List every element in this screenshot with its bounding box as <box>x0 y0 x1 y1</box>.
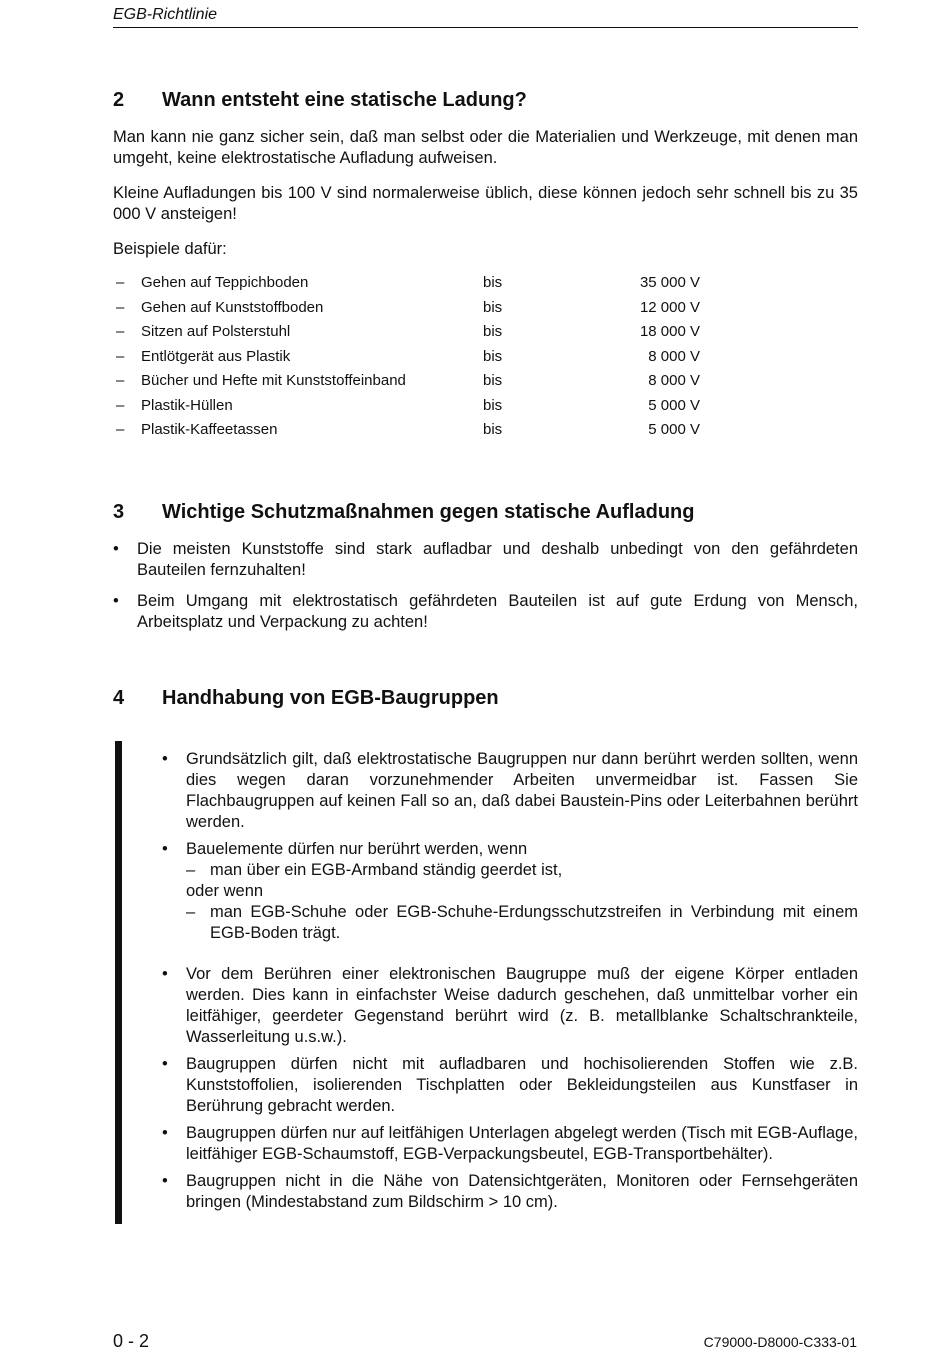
example-bis: bis <box>483 298 503 316</box>
list-item <box>162 1054 858 1117</box>
section-4-title: Handhabung von EGB-Baugruppen <box>162 687 499 709</box>
example-label: Entlötgerät aus Plastik <box>141 347 291 365</box>
example-label: Plastik-Hüllen <box>141 396 233 414</box>
list-item-text: Baugruppen dürfen nicht mit aufladbaren und hochisolierenden Stoffen wie z.B. Kunststoffolien, isolierenden Tischplatten oder Bekleidungsteilen aus Kunstfaser in Berührung gebracht werden. <box>186 1055 858 1115</box>
examples-intro: Beispiele dafür: <box>113 240 227 258</box>
section-2-paragraph-1: Man kann nie ganz sicher sein, daß man selbst oder die Materialien und Werkzeuge, mit denen man umgeht, keine elektrostatische Aufladung aufweisen. <box>113 128 858 167</box>
dash-glyph: – <box>116 323 125 340</box>
dash-glyph: – <box>186 903 196 921</box>
dash-glyph: – <box>116 274 125 291</box>
example-row <box>113 420 713 445</box>
dash-glyph: – <box>116 372 125 389</box>
bullet-icon: • <box>162 1124 168 1142</box>
example-value: 18 000 V <box>639 323 700 340</box>
list-item-text: Beim Umgang mit elektrostatisch gefährdeten Bauteilen ist auf gute Erdung von Mensch, Arbeitsplatz und Verpackung zu achten! <box>137 592 858 631</box>
document-number: C79000-D8000-C333-01 <box>703 1334 857 1350</box>
bullet-icon: • <box>162 750 168 768</box>
section-3-number: 3 <box>113 501 125 523</box>
example-value: 8 000 V <box>648 347 700 365</box>
section-3-bullet-list <box>113 539 858 643</box>
example-value: 8 000 V <box>648 372 700 389</box>
example-label: Gehen auf Kunststoffboden <box>141 298 324 316</box>
list-item <box>162 749 858 833</box>
list-item-text: Grundsätzlich gilt, daß elektrostatische Baugruppen nur dann berührt werden sollten, wenn dies wegen daran vorzunehmender Arbeiten unvermeidbar ist. Fassen Sie Flachbaugruppen auf keinen Fall so an, daß dabei Baustein-Pins oder Leiterbahnen berührt werden. <box>186 750 858 831</box>
change-bar <box>115 741 122 1224</box>
example-bis: bis <box>483 396 503 414</box>
running-header <box>113 5 858 28</box>
bullet-icon: • <box>162 1055 168 1073</box>
bullet-icon: • <box>113 540 119 558</box>
example-label: Sitzen auf Polsterstuhl <box>141 323 291 340</box>
list-item <box>113 591 858 633</box>
example-value: 35 000 V <box>639 274 700 291</box>
list-item <box>162 839 858 944</box>
dash-glyph: – <box>116 347 125 365</box>
sub-list-item <box>186 902 858 944</box>
list-item-text: Vor dem Berühren einer elektronischen Baugruppe muß der eigene Körper entladen werden. Dies kann in einfachster Weise dadurch geschehen, daß unmittelbar vorher ein leitfähiger, geerdeter Gegenstand berührt wird (z. B. metallblanke Schaltschrankteile, Wasserleitung u.s.w.). <box>186 965 858 1046</box>
dash-glyph: – <box>116 298 125 316</box>
example-row <box>113 371 713 396</box>
example-label: Bücher und Hefte mit Kunststoffeinband <box>141 372 406 389</box>
dash-glyph: – <box>116 396 125 414</box>
example-value: 5 000 V <box>648 396 700 414</box>
example-label: Gehen auf Teppichboden <box>141 274 309 291</box>
example-bis: bis <box>483 323 503 340</box>
section-3-heading <box>113 500 694 524</box>
bullet-icon: • <box>162 965 168 983</box>
example-row <box>113 273 713 298</box>
list-item-text: Die meisten Kunststoffe sind stark aufladbar und deshalb unbedingt von den gefährdeten Bauteilen fernzuhalten! <box>137 540 858 579</box>
section-4-bullet-list <box>162 749 858 1213</box>
example-bis: bis <box>483 347 503 365</box>
section-3-title: Wichtige Schutzmaßnahmen gegen statische Aufladung <box>162 501 695 523</box>
example-bis: bis <box>483 372 503 389</box>
list-item <box>162 1171 858 1213</box>
list-item-text: oder wenn <box>186 882 264 900</box>
sub-list-item-text: man EGB-Schuhe oder EGB-Schuhe-Erdungsschutzstreifen in Verbindung mit einem EGB-Boden trägt. <box>210 903 858 942</box>
example-row <box>113 396 713 421</box>
dash-glyph: – <box>186 861 196 879</box>
header-title: EGB-Richtlinie <box>113 6 218 23</box>
bullet-icon: • <box>113 592 119 610</box>
example-row <box>113 322 713 347</box>
section-2-title: Wann entsteht eine statische Ladung? <box>162 89 527 111</box>
section-4-number: 4 <box>113 687 125 709</box>
example-bis: bis <box>483 274 503 291</box>
section-2-heading <box>113 88 527 112</box>
sub-list-item <box>186 860 858 881</box>
example-bis: bis <box>483 421 503 438</box>
example-value: 12 000 V <box>639 298 700 316</box>
example-value: 5 000 V <box>648 421 700 438</box>
example-row <box>113 298 713 323</box>
list-item <box>162 1123 858 1165</box>
example-row <box>113 347 713 372</box>
list-item <box>162 964 858 1048</box>
list-item-text: Baugruppen dürfen nur auf leitfähigen Unterlagen abgelegt werden (Tisch mit EGB-Auflage, leitfähiger EGB-Schaumstoff, EGB-Verpackungsbeutel, EGB-Transportbehälter). <box>186 1124 858 1163</box>
section-2-paragraph-2: Kleine Aufladungen bis 100 V sind normalerweise üblich, diese können jedoch sehr schnell bis zu 35 000 V ansteigen! <box>113 184 858 223</box>
bullet-icon: • <box>162 840 168 858</box>
section-4-heading <box>113 686 499 710</box>
dash-glyph: – <box>116 421 125 438</box>
list-item-text: Baugruppen nicht in die Nähe von Datensichtgeräten, Monitoren oder Fernsehgeräten bringen (Mindestabstand zum Bildschirm > 10 cm). <box>186 1172 858 1211</box>
list-item-text: Bauelemente dürfen nur berührt werden, wenn <box>186 840 528 858</box>
examples-table <box>113 273 713 445</box>
example-label: Plastik-Kaffeetassen <box>141 421 278 438</box>
list-item <box>113 539 858 581</box>
page-number: 0 - 2 <box>113 1331 150 1351</box>
section-2-number: 2 <box>113 89 125 111</box>
sub-list-item-text: man über ein EGB-Armband ständig geerdet ist, <box>210 861 563 879</box>
bullet-icon: • <box>162 1172 168 1190</box>
